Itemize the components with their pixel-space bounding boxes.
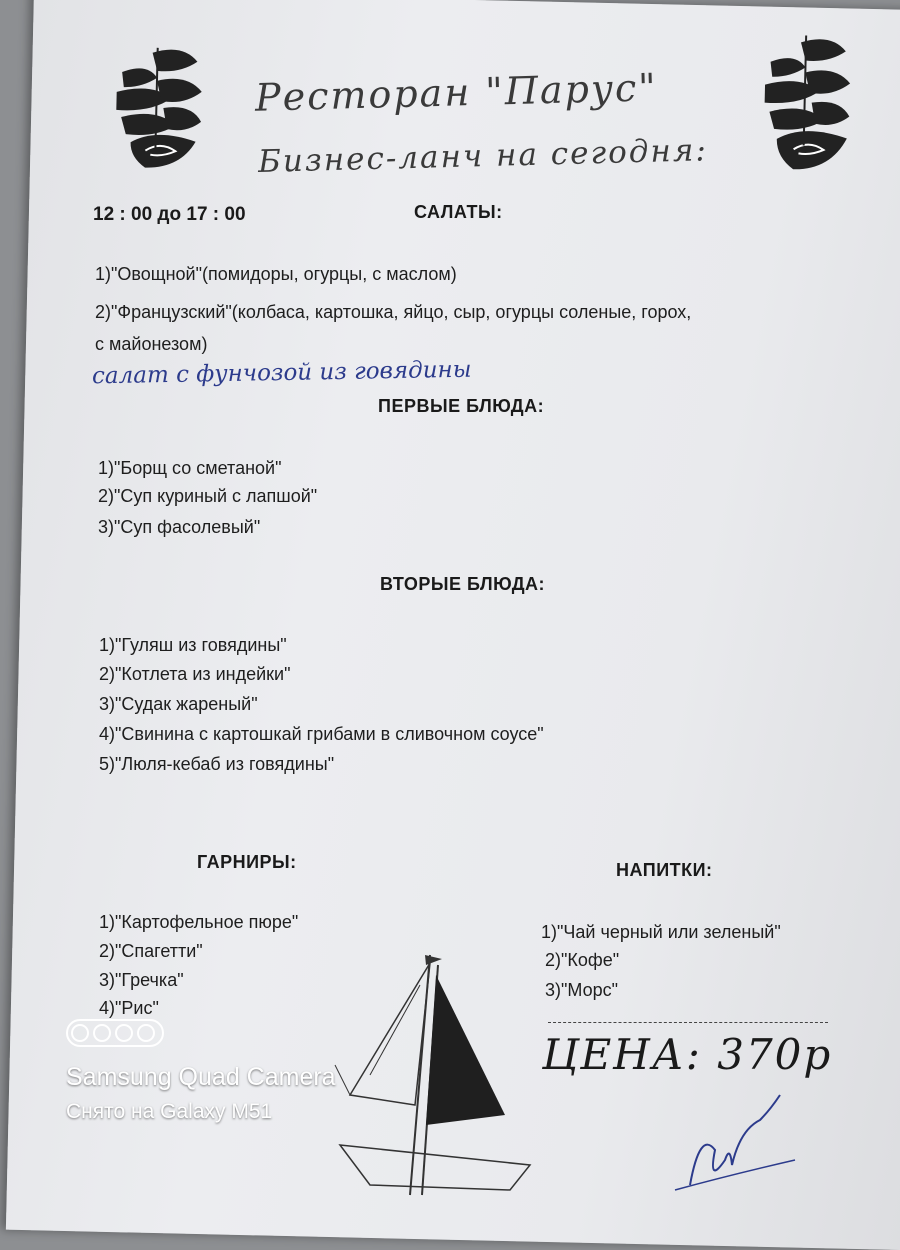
hours-label: 12 : 00 до 17 : 00 [93,204,246,225]
lens-circle-icon [71,1024,89,1042]
ship-logo-left-icon [100,32,213,174]
section-title-second-courses: ВТОРЫЕ БЛЮДА: [380,574,546,594]
list-item: 3)"Суп фасолевый" [98,517,261,537]
lens-circle-icon [115,1024,133,1042]
list-item: 2)"Французский"(колбаса, картошка, яйцо, сыр, огурцы соленые, горох, [95,302,692,322]
section-title-sides: ГАРНИРЫ: [197,852,297,872]
list-item: 1)"Борщ со сметаной" [98,458,282,478]
list-item: 3)"Морс" [545,980,619,1000]
list-item: с майонезом) [95,334,208,354]
list-item: 3)"Гречка" [99,970,184,990]
camera-watermark-title: Samsung Quad Camera [66,1063,336,1091]
list-item: 2)"Кофе" [545,950,620,970]
lens-circle-icon [93,1024,111,1042]
section-title-first-courses: ПЕРВЫЕ БЛЮДА: [378,396,545,416]
handwritten-note: салат с фунчозой из говядины [91,356,472,390]
list-item: 1)"Овощной"(помидоры, огурцы, с маслом) [95,264,457,284]
sailboat-drawing-icon [330,945,560,1200]
restaurant-title: Ресторан "Парус" [254,65,659,120]
list-item: 2)"Суп куриный с лапшой" [98,486,318,506]
price-label: ЦЕНА: 370р [542,1030,833,1079]
list-item: 1)"Чай черный или зеленый" [541,922,781,942]
list-item: 2)"Спагетти" [99,941,203,961]
camera-watermark-subtitle: Снято на Galaxy M51 [66,1100,273,1123]
list-item: 5)"Люля-кебаб из говядины" [99,754,335,774]
signature-icon [670,1090,800,1200]
list-item: 4)"Свинина с картошкай грибами в сливочном соусе" [99,724,544,744]
ship-logo-right-icon [748,26,861,178]
section-title-salads: САЛАТЫ: [414,202,503,222]
list-item: 4)"Рис" [99,998,159,1018]
list-item: 1)"Гуляш из говядины" [99,635,287,655]
business-lunch-subtitle: Бизнес-ланч на сегодня: [257,132,709,181]
list-item: 1)"Картофельное пюре" [99,912,299,932]
lens-circle-icon [137,1024,155,1042]
price-divider [548,1022,828,1023]
list-item: 2)"Котлета из индейки" [99,664,291,684]
list-item: 3)"Судак жареный" [99,694,258,714]
section-title-drinks: НАПИТКИ: [616,860,713,880]
